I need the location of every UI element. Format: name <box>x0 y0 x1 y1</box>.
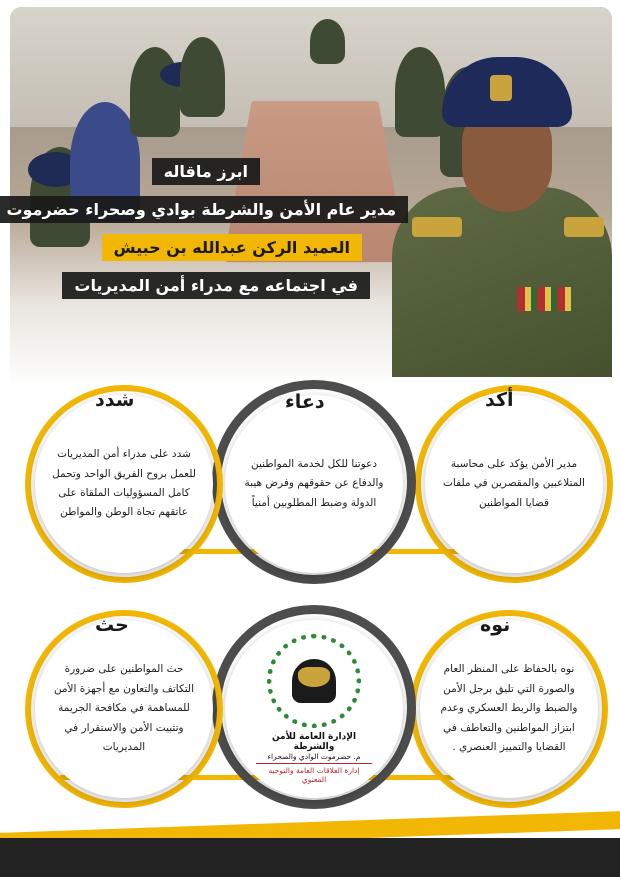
card-title: شدد <box>95 389 135 411</box>
card-nwh <box>420 614 598 798</box>
logo-line-1: الإدارة العامة للأمن والشرطة <box>271 732 357 752</box>
cap-badge-icon <box>490 75 512 101</box>
headline-context: في اجتماعه مع مدراء أمن المديريات <box>62 272 370 299</box>
rank-insignia-icon <box>412 217 462 237</box>
headline-label: ابرز ماقاله <box>152 158 260 185</box>
medal-ribbons-icon <box>517 287 572 311</box>
card-title: أكد <box>485 389 514 411</box>
attendee-figure <box>180 37 225 117</box>
attendee-figure <box>130 47 180 137</box>
card-text: شدد على مدراء أمن المديريات للعمل بروح الفريق الواحد وتحمل كامل المسؤوليات الملقاة على عاتقهم تجاة الوطن والمواطن <box>52 448 196 519</box>
card-text: مدير الأمن يؤكد على محاسبة المتلاعبين والمقصرين في ملفات قضايا المواطنين <box>443 457 585 509</box>
card-duaa <box>225 391 403 573</box>
rank-insignia-icon <box>564 217 604 237</box>
headline-position: مدير عام الأمن والشرطة بوادي وصحراء حضرموت <box>0 196 408 223</box>
card-text: نوه بالحفاظ على المنظر العام والصورة التي تليق برجل الأمن والضبط والربط العسكري وعدم ابتزاز المواطنين والتعاطف في القضايا والتمييز العنصري . <box>440 663 578 754</box>
attendee-figure <box>310 19 345 64</box>
agency-logo <box>256 634 372 784</box>
card-title: حث <box>95 614 129 636</box>
card-text: دعوتنا للكل لخدمة المواطنين والدفاع عن حقوقهم وفرض هيبة الدولة وضبط المطلوبين أمنياً <box>244 457 384 509</box>
officer-uniform <box>392 187 612 377</box>
card-title: دعاء <box>285 391 325 413</box>
card-title: نوه <box>480 614 511 636</box>
footer-dark-band <box>0 838 620 877</box>
eagle-emblem-icon <box>292 659 336 703</box>
laurel-wreath-icon <box>267 634 361 728</box>
card-shadd <box>35 389 213 573</box>
officer-portrait <box>392 47 612 377</box>
logo-line-2: م. حضرموت الوادي والصحراء <box>267 752 361 761</box>
headline-name: العميد الركن عبدالله بن حبيش <box>102 234 363 261</box>
card-akd <box>425 389 603 573</box>
card-hath <box>35 614 213 798</box>
logo-line-3: إدارة العلاقات العامة والتوجيه المعنوي <box>256 763 372 784</box>
logo-card <box>225 620 403 798</box>
card-text: حث المواطنين على ضرورة التكاتف والتعاون مع أجهزة الأمن للمساهمة في مكافحة الجريمة وتثبيت الأمن والاستقرار في المديريات <box>53 663 195 754</box>
